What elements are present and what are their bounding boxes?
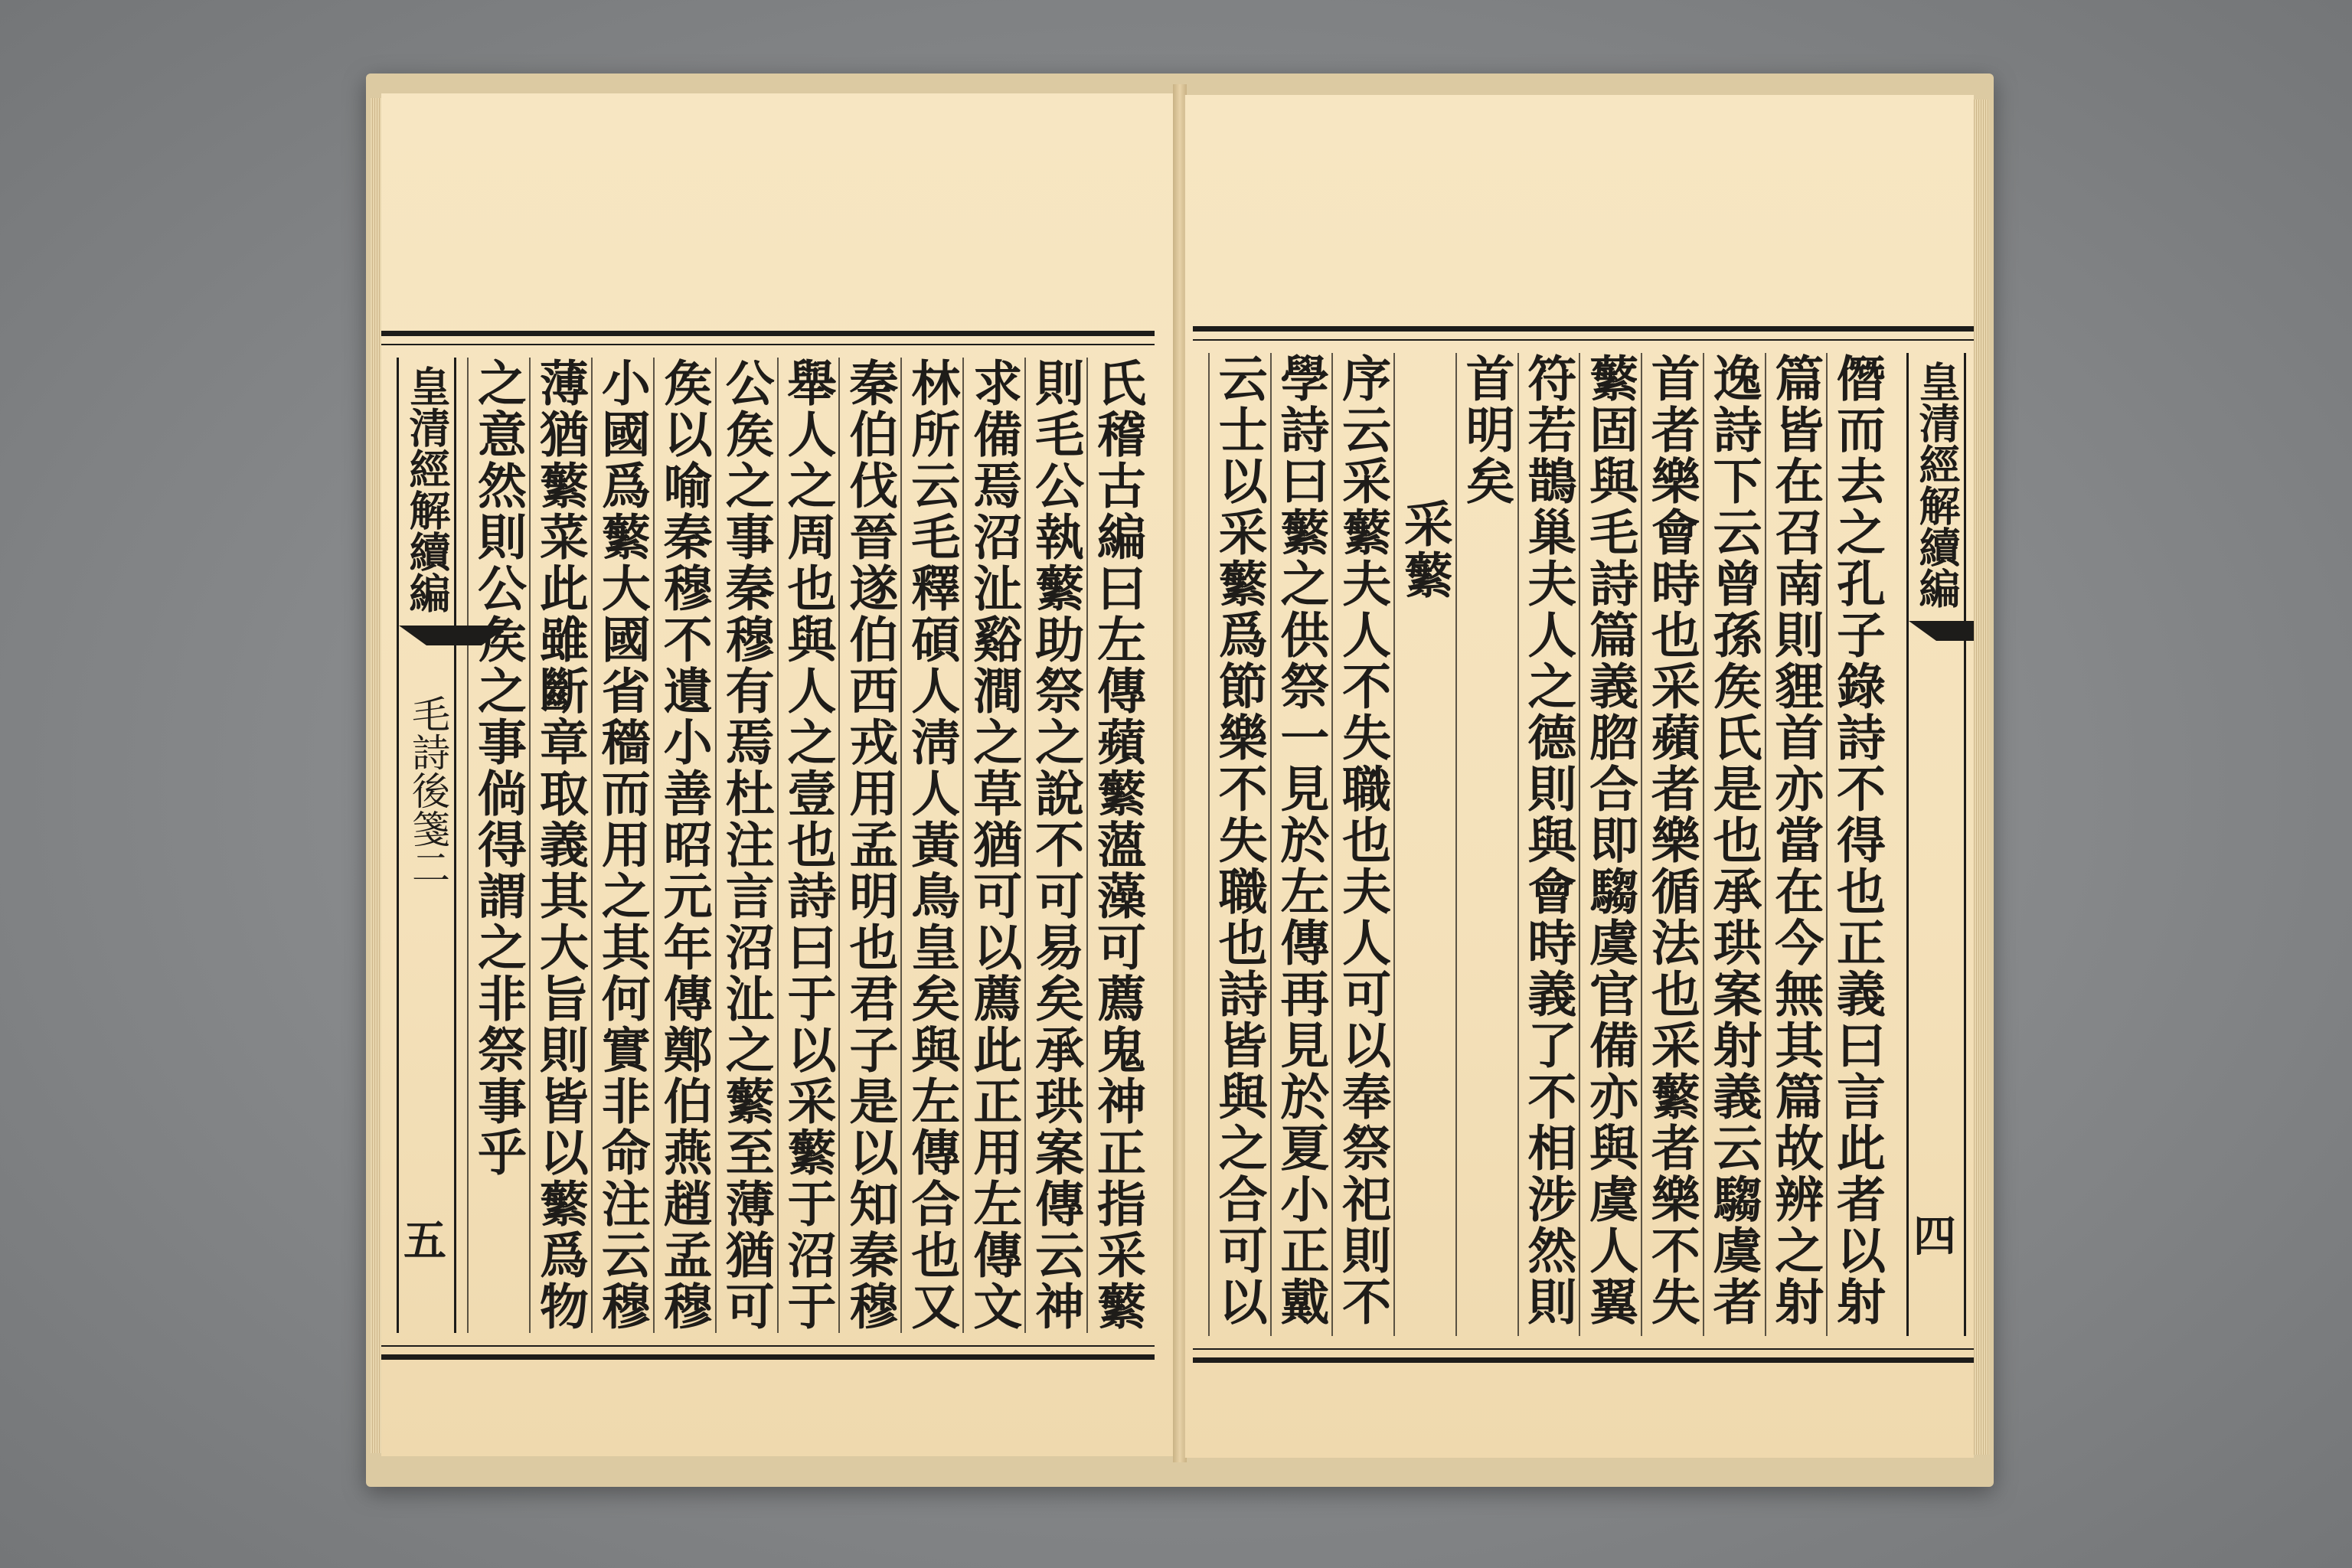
text-column: 則毛公執蘩助祭之說不可易矣承珙案傳云神 <box>1024 358 1086 1333</box>
text-column: 氏稽古編曰左傳蘋蘩薀藻可薦鬼神正指采蘩 <box>1086 358 1148 1333</box>
left-page-frame <box>381 331 1155 1360</box>
text-column: 公矦之事秦穆有焉杜注言沼沚之蘩至薄猶可 <box>715 358 777 1333</box>
page-number: 四 <box>1913 1211 1956 1262</box>
text-column: 符若鵲巢夫人之德則與會時義了不相涉然則 <box>1517 353 1579 1336</box>
text-column: 蘩固與毛詩篇義脗合即騶虞官備亦與虞人翼 <box>1579 353 1641 1336</box>
text-column: 僭而去之孔子錄詩不得也正義曰言此者以射 <box>1826 353 1888 1336</box>
text-column: 序云采蘩夫人不失職也夫人可以奉祭祀則不 <box>1331 353 1393 1336</box>
text-column: 采蘩 <box>1393 353 1455 1336</box>
right-page-frame <box>1193 326 1974 1363</box>
text-column: 之意然則公矦之事倘得謂之非祭事乎 <box>467 358 529 1333</box>
left-page <box>381 93 1178 1456</box>
text-column: 秦伯伐晉遂伯西戎用孟明也君子是以知秦穆 <box>838 358 900 1333</box>
text-column: 薄猶蘩菜此雖斷章取義其大旨則皆以蘩爲物 <box>529 358 591 1333</box>
text-column: 林所云毛釋碩人淸人黃鳥皇矣與左傳合也又 <box>900 358 962 1333</box>
right-page-edges <box>1972 100 1989 1455</box>
text-column: 篇皆在召南則貍首亦當在今無其篇故辨之射 <box>1765 353 1827 1336</box>
text-column: 逸詩下云曾孫矦氏是也承珙案射義云騶虞者 <box>1703 353 1765 1336</box>
text-column: 首者樂會時也采蘋者樂循法也采蘩者樂不失 <box>1641 353 1703 1336</box>
text-column: 小國爲蘩大國省穡而用之其何實非命注云穆 <box>591 358 653 1333</box>
text-column: 求備焉沼沚谿澗之草猶可以薦此正用左傳文 <box>962 358 1024 1333</box>
right-text-columns <box>1208 353 1888 1336</box>
spine-title: 皇清經解續編 <box>403 365 452 613</box>
left-spine <box>397 358 456 1333</box>
right-spine <box>1906 353 1966 1336</box>
right-page <box>1184 95 1974 1458</box>
text-column: 舉人之周也與人之壹也詩曰于以采蘩于沼于 <box>777 358 839 1333</box>
text-column: 矦以喻秦穆不遺小善昭元年傳鄭伯燕趙孟穆 <box>653 358 715 1333</box>
text-column: 云士以采蘩爲節樂不失職也詩皆與之合可以 <box>1208 353 1270 1336</box>
left-text-columns <box>467 358 1148 1333</box>
page-number: 五 <box>403 1216 446 1266</box>
spine-title: 皇清經解續編 <box>1913 361 1962 609</box>
fish-tail-mark <box>399 626 509 645</box>
fish-tail-mark <box>1909 621 1974 641</box>
text-column: 學詩曰蘩之供祭一見於左傳再見於夏小正戴 <box>1270 353 1332 1336</box>
spine-subtitle: 毛詩後箋二 <box>406 694 450 886</box>
text-column: 首明矣 <box>1455 353 1517 1336</box>
